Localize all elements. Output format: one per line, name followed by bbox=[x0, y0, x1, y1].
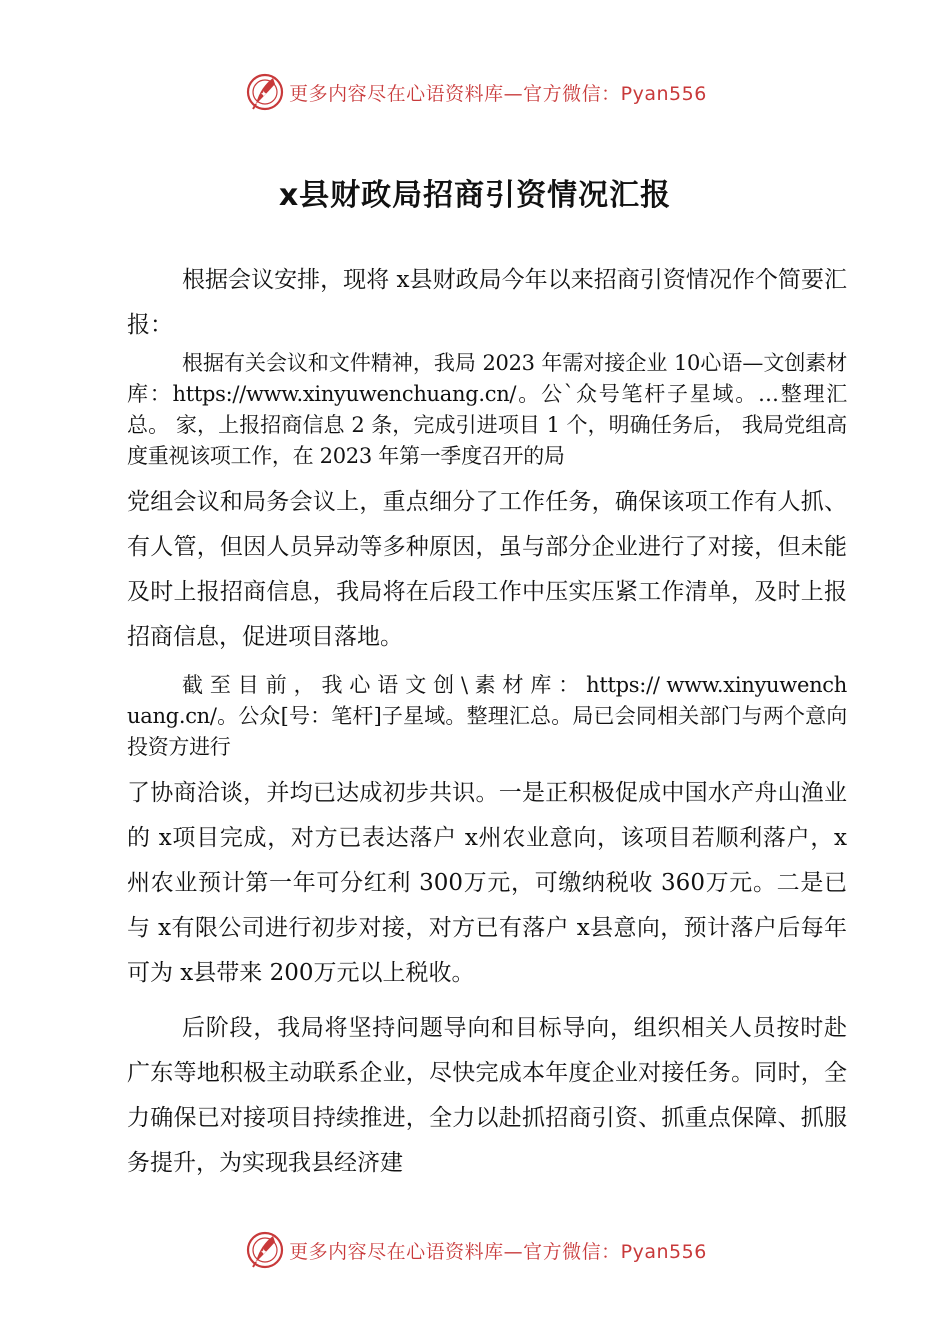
paragraph-progress: 截 至 目 前 ， 我 心 语 文 创 \ 素 材 库 ： https:// www.xinyuwenchuang.cn/。公众[号：笔杆]子星域。整理汇总。局已会同相关部门与两个意向投资方进行 bbox=[127, 673, 847, 759]
paragraph-party-meeting: 党组会议和局务会议上，重点细分了工作任务，确保该项工作有人抓、有人管，但因人员异动等多种原因，虽与部分企业进行了对接，但未能及时上报招商信息，我局将在后段工作中压实压紧工作清单，及时上报招商信息，促进项目落地。 bbox=[127, 489, 847, 650]
svg-text:✦: ✦ bbox=[260, 1248, 268, 1258]
svg-text:✦: ✦ bbox=[260, 90, 268, 100]
header-banner-text: 更多内容尽在心语资料库—官方微信：Pyan556 bbox=[289, 82, 707, 105]
document-title: x县财政局招商引资情况汇报 bbox=[278, 178, 672, 213]
paragraph-negotiation: 了协商洽谈，并均已达成初步共识。一是正积极促成中国水产舟山渔业的 x项目完成，对方已表达落户 x州农业意向，该项目若顺利落户，x州农业预计第一年可分红利 300万元，可缴纳税收 360万元。二是已与 x有限公司进行初步对接，对方已有落户 x县意向，预计落户后每年可为 x县带来 200万元以上税收。 bbox=[127, 780, 848, 986]
paragraph-next-steps: 后阶段，我局将坚持问题导向和目标导向，组织相关人员按时赴广东等地积极主动联系企业，尽快完成本年度企业对接任务。同时，全力确保已对接项目持续推进，全力以赴抓招商引资、抓重点保障、抓服务提升，为实现我县经济建 bbox=[127, 1015, 847, 1176]
quill-emblem-icon bbox=[243, 1228, 287, 1272]
paragraph-intro: 根据会议安排，现将 x县财政局今年以来招商引资情况作个简要汇报： bbox=[127, 267, 847, 338]
quill-emblem-icon bbox=[243, 70, 287, 114]
paragraph-tasks: 根据有关会议和文件精神，我局 2023 年需对接企业 10心语—文创素材库：https://www.xinyuwenchuang.cn/。公`众号笔杆子星域。…整理汇总。 家，上报招商信息 2 条，完成引进项目 1 个，明确任务后， 我局党组高度重视该项工作，在 2023 年第一季度召开的局 bbox=[127, 351, 847, 468]
footer-banner-text: 更多内容尽在心语资料库—官方微信：Pyan556 bbox=[289, 1240, 707, 1263]
footer-banner bbox=[0, 1226, 950, 1274]
document-body bbox=[127, 258, 847, 1186]
header-banner bbox=[0, 68, 950, 116]
